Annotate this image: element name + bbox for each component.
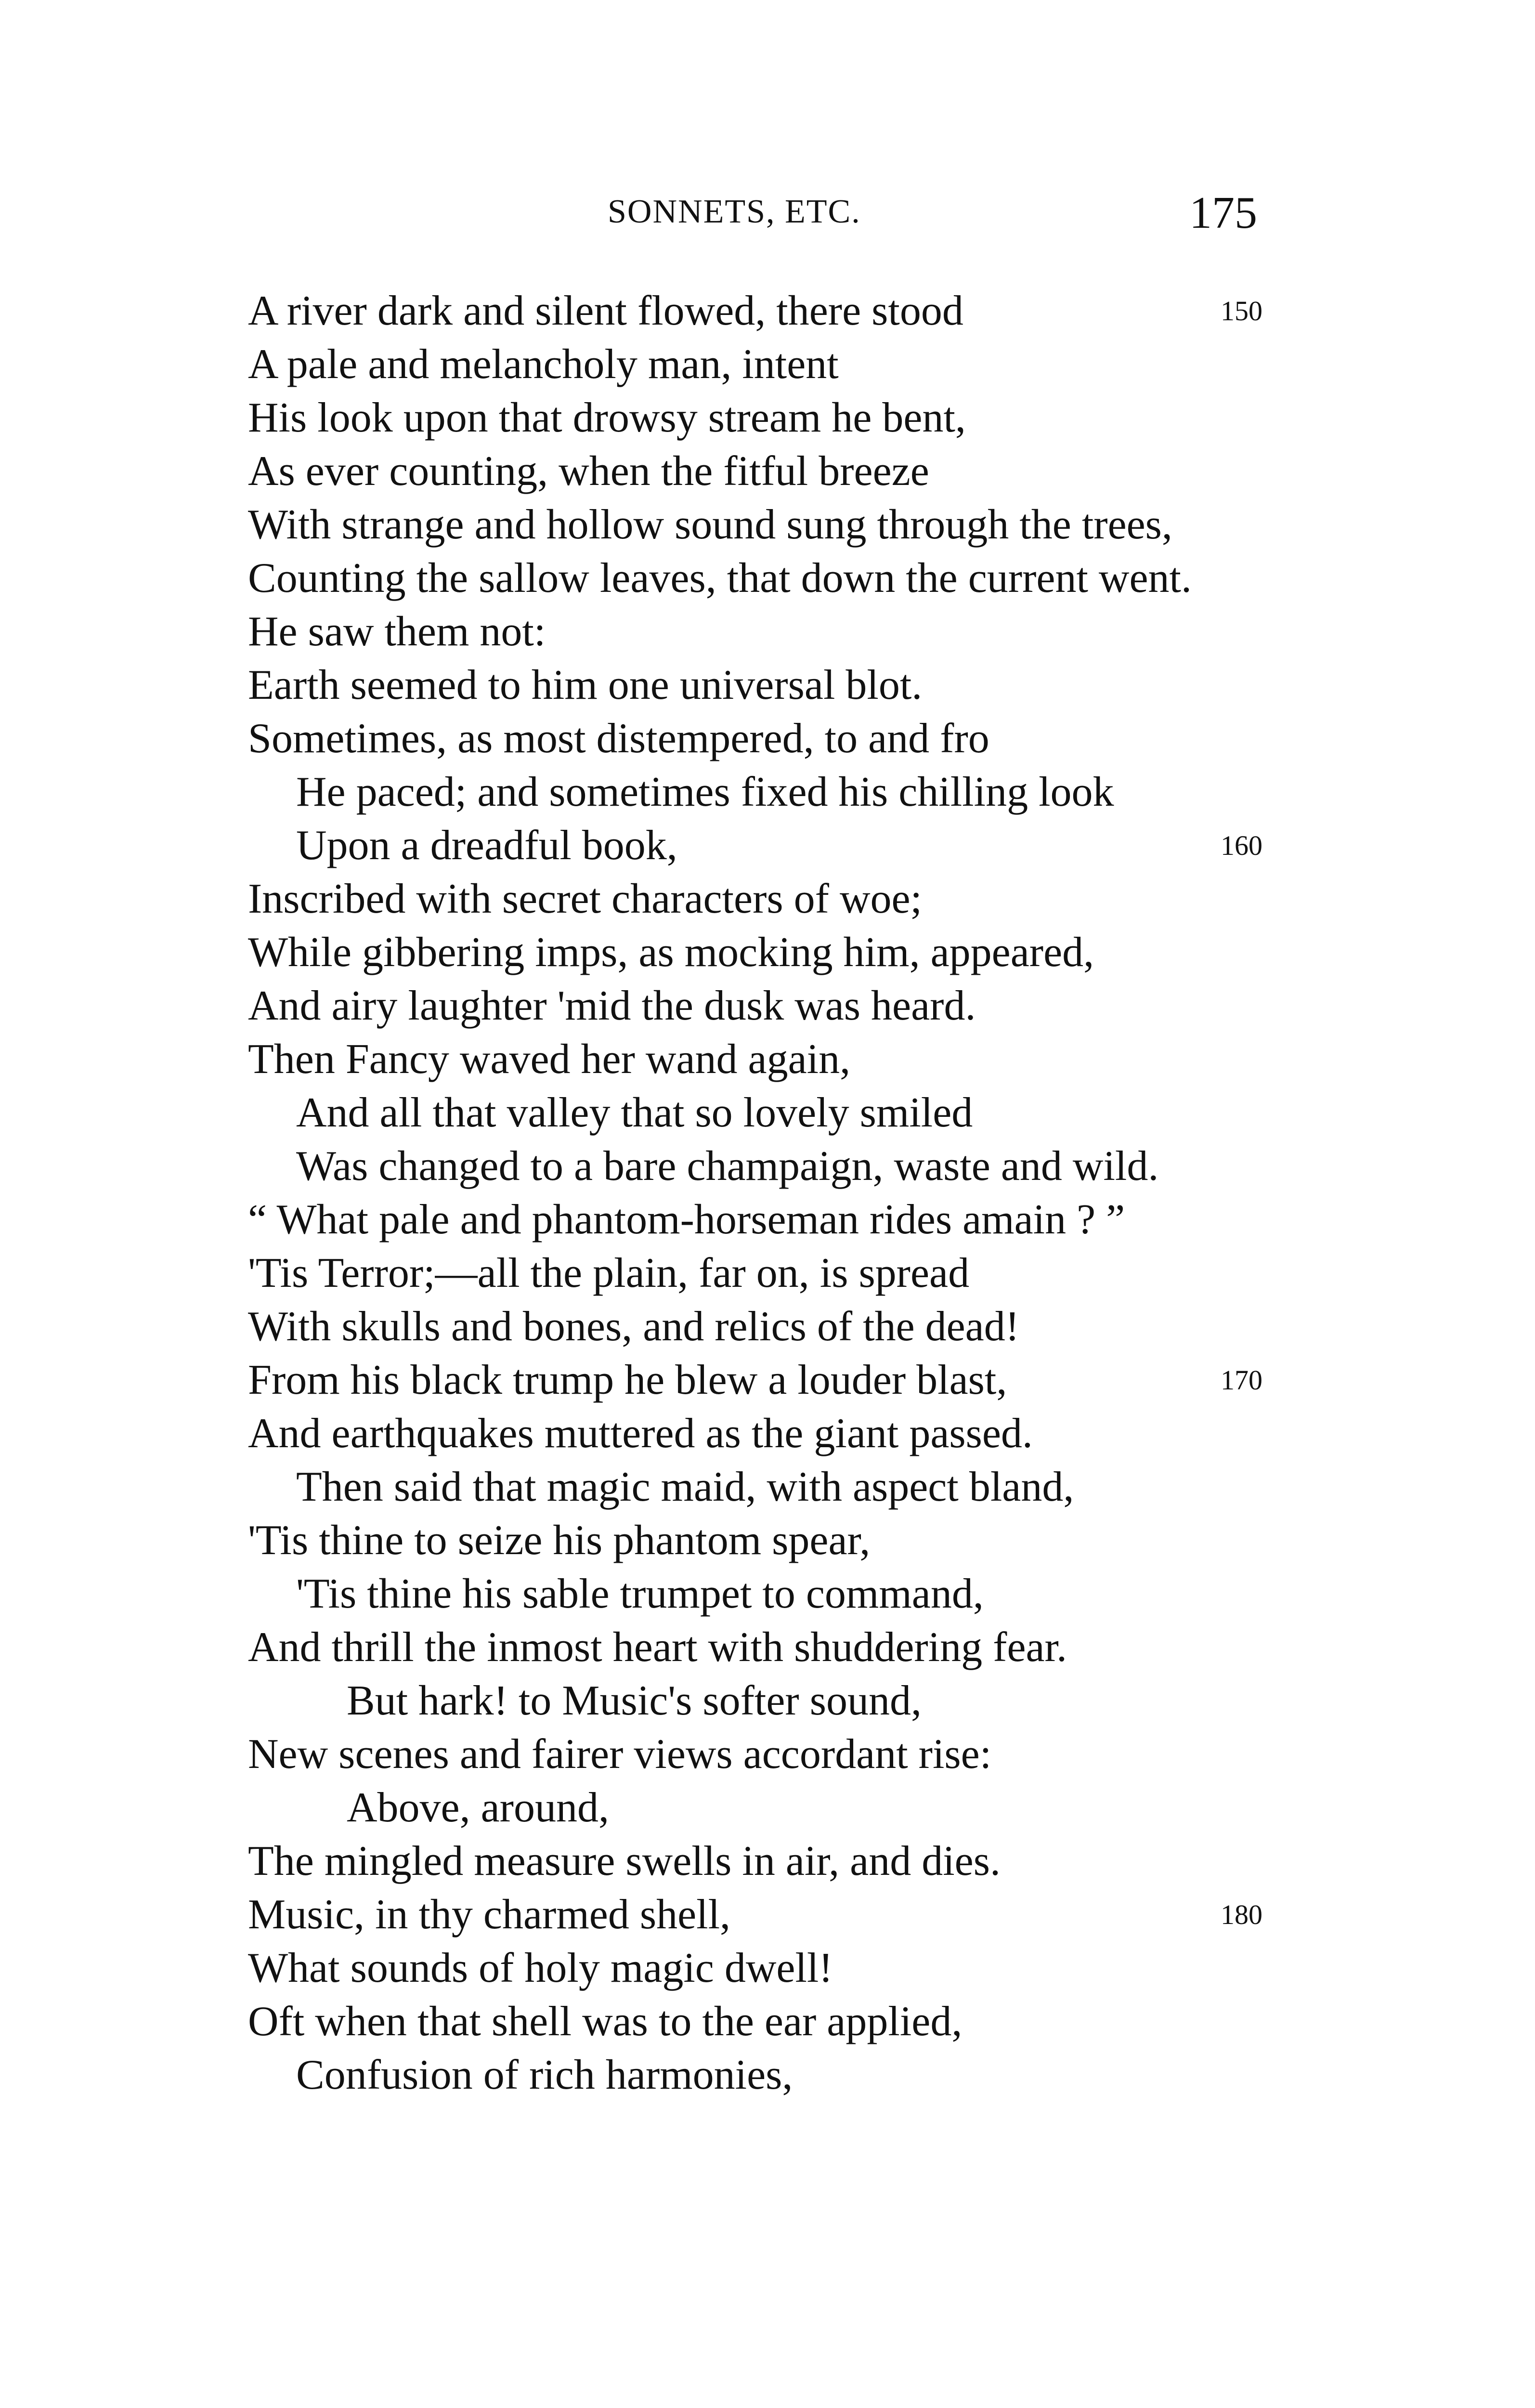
poem-line [248, 712, 1288, 765]
poem-line [248, 1139, 1288, 1193]
poem-line-text: Was changed to a bare champaign, waste and wild. [296, 1143, 1159, 1190]
poem-line-text: New scenes and fairer views accordant rise: [248, 1731, 992, 1778]
poem-line [248, 765, 1288, 819]
poem-line-text: Inscribed with secret characters of woe; [248, 876, 923, 922]
poem-line-text: But hark! to Music's softer sound, [347, 1677, 922, 1724]
poem-line-text: His look upon that drowsy stream he bent, [248, 394, 966, 441]
poem-line-text: While gibbering imps, as mocking him, appeared, [248, 929, 1094, 976]
poem-line-text: And airy laughter 'mid the dusk was heard. [248, 982, 976, 1029]
poem-line-text: Counting the sallow leaves, that down the current went. [248, 555, 1192, 602]
poem-line [248, 1086, 1288, 1139]
poem-line [248, 1407, 1288, 1460]
running-title: SONNETS, ETC. [608, 193, 861, 230]
poem-line-text: He saw them not: [248, 608, 546, 655]
poem-line [248, 819, 1288, 872]
poem-line-text: Sometimes, as most distempered, to and fro [248, 715, 989, 762]
poem-line-text: And thrill the inmost heart with shuddering fear. [248, 1624, 1067, 1671]
poem-line [248, 1193, 1288, 1246]
poem-line-text: And all that valley that so lovely smiled [296, 1089, 973, 1136]
poem-line-text: Earth seemed to him one universal blot. [248, 662, 923, 708]
poem-line-text: Oft when that shell was to the ear applied, [248, 1998, 963, 2045]
poem-line [248, 658, 1288, 712]
poem-line [248, 1460, 1288, 1514]
poem-line [248, 1246, 1288, 1300]
poem-line [248, 1300, 1288, 1353]
poem-line-text: He paced; and sometimes fixed his chilling look [296, 769, 1114, 815]
poem-line [248, 1781, 1288, 1834]
poem-line [248, 1674, 1288, 1727]
poem-line [248, 1621, 1288, 1674]
poem-line-text: 'Tis Terror;—all the plain, far on, is spread [248, 1250, 970, 1296]
poem-line [248, 926, 1288, 979]
poem-line-text: With skulls and bones, and relics of the dead! [248, 1303, 1020, 1350]
page-number: 175 [1189, 188, 1257, 238]
poem-line [248, 1567, 1288, 1621]
poem-line [248, 498, 1288, 551]
poem-line [248, 1033, 1288, 1086]
poem-line [248, 1353, 1288, 1407]
poem-line [248, 1727, 1288, 1781]
poem-line [248, 2048, 1288, 2102]
poem-line [248, 1834, 1288, 1888]
poem-line-text: Music, in thy charmed shell, [248, 1891, 731, 1938]
poem-line-text: “ What pale and phantom-horseman rides amain ? ” [248, 1196, 1125, 1243]
poem-line-text: Above, around, [347, 1784, 609, 1831]
poem-line-text: 'Tis thine to seize his phantom spear, [248, 1517, 871, 1564]
poem-line [248, 1941, 1288, 1995]
poem-line-text: As ever counting, when the fitful breeze [248, 448, 929, 495]
poem-line-text: A river dark and silent flowed, there stood [248, 288, 963, 334]
poem-line [248, 338, 1288, 391]
poem-line-text: 'Tis thine his sable trumpet to command, [296, 1570, 984, 1617]
poem-line [248, 391, 1288, 445]
poem-line-text: The mingled measure swells in air, and dies. [248, 1838, 1001, 1885]
poem-line-text: And earthquakes muttered as the giant passed. [248, 1410, 1033, 1457]
poem-line [248, 1995, 1288, 2048]
poem-line [248, 1888, 1288, 1941]
poem-line-text: With strange and hollow sound sung through the trees, [248, 501, 1172, 548]
poem-line [248, 445, 1288, 498]
poem-line-text: Upon a dreadful book, [296, 822, 677, 869]
poem-line [248, 551, 1288, 605]
poem-line-text: A pale and melancholy man, intent [248, 341, 839, 388]
line-number: 180 [1221, 1899, 1262, 1930]
poem-line [248, 872, 1288, 926]
poem-line-text: Then said that magic maid, with aspect bland, [296, 1464, 1074, 1510]
line-number: 160 [1221, 830, 1262, 861]
poem-line-text: What sounds of holy magic dwell! [248, 1945, 833, 1991]
poem-line-text: Confusion of rich harmonies, [296, 2052, 793, 2098]
poem-line [248, 979, 1288, 1033]
poem-line-text: Then Fancy waved her wand again, [248, 1036, 851, 1083]
line-number: 150 [1221, 295, 1262, 327]
poem-line-text: From his black trump he blew a louder blast, [248, 1357, 1007, 1403]
poem-line [248, 1514, 1288, 1567]
poem-line [248, 605, 1288, 658]
poem-line [248, 284, 1288, 338]
line-number: 170 [1221, 1364, 1262, 1396]
poem-text [248, 284, 1288, 2102]
